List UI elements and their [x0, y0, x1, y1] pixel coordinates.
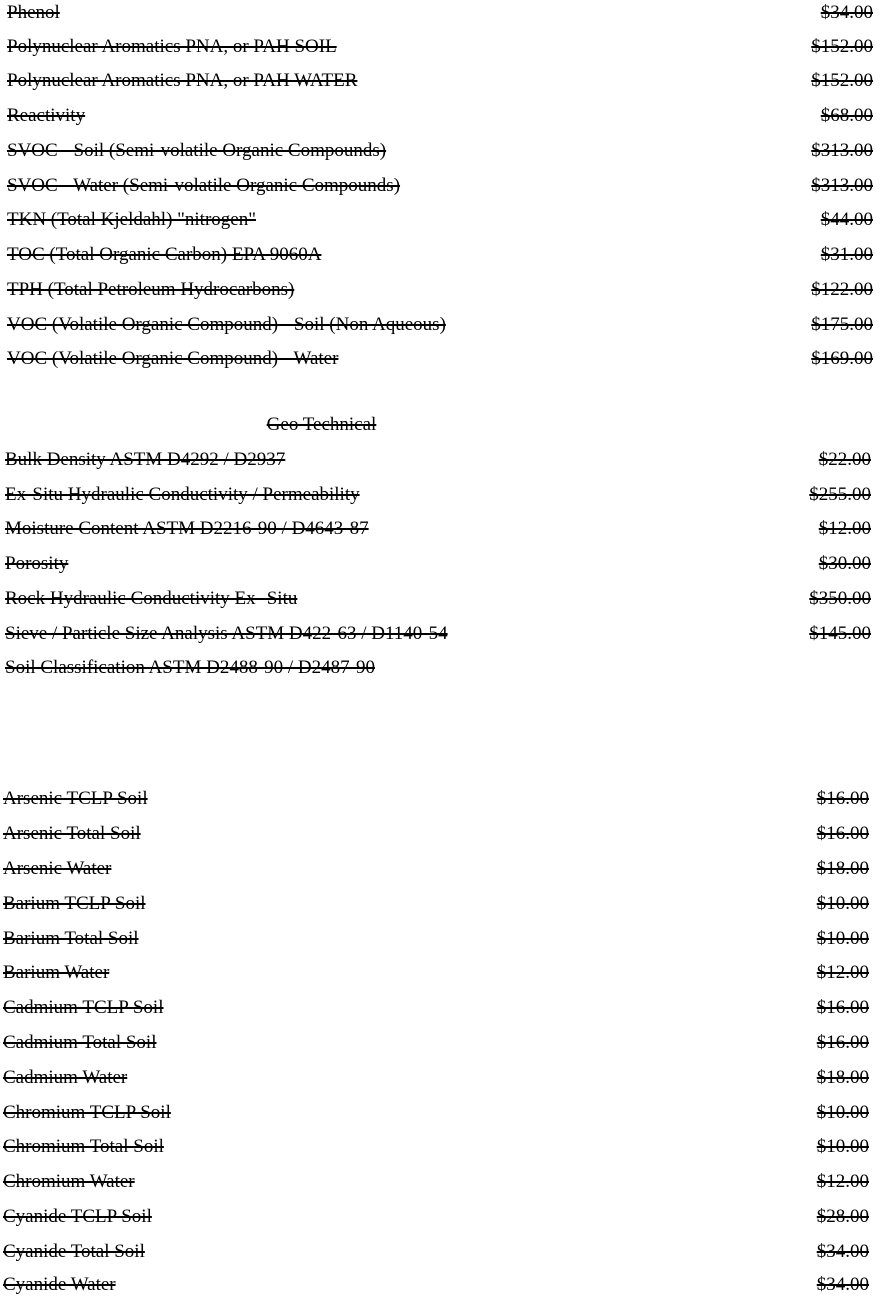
item-name: Cyanide TCLP Soil — [3, 1206, 152, 1227]
list-item — [7, 0, 873, 26]
item-name: Phenol — [7, 2, 60, 23]
item-price: $44.00 — [820, 209, 873, 230]
item-name: Reactivity — [7, 105, 86, 126]
item-price: $28.00 — [816, 1206, 869, 1227]
list-item — [7, 103, 873, 129]
item-name: Polynuclear Aromatics PNA, or PAH SOIL — [7, 36, 337, 57]
item-price: $22.00 — [818, 449, 871, 470]
item-name: Chromium TCLP Soil — [3, 1102, 171, 1123]
list-item — [5, 482, 871, 508]
list-item — [5, 447, 871, 473]
item-price: $12.00 — [818, 518, 871, 539]
item-price: $10.00 — [816, 893, 869, 914]
item-price: $152.00 — [811, 70, 873, 91]
item-price: $175.00 — [811, 314, 873, 335]
item-price: $16.00 — [816, 788, 869, 809]
list-item — [5, 621, 871, 647]
list-item — [3, 995, 869, 1021]
item-name: Arsenic Water — [3, 858, 112, 879]
item-name: VOC (Volatile Organic Compound) - Water — [7, 348, 339, 369]
item-price: $12.00 — [816, 1171, 869, 1192]
list-item — [5, 551, 871, 577]
list-item — [3, 1030, 869, 1056]
list-item — [3, 926, 869, 952]
list-item — [7, 277, 873, 303]
list-item — [5, 586, 871, 612]
item-name: Polynuclear Aromatics PNA, or PAH WATER — [7, 70, 358, 91]
item-name: Moisture Content ASTM D2216-90 / D4643-87 — [5, 518, 369, 539]
item-name: Arsenic Total Soil — [3, 823, 141, 844]
list-item — [3, 1169, 869, 1195]
item-price: $145.00 — [809, 623, 871, 644]
list-item — [3, 1065, 869, 1091]
item-price: $31.00 — [820, 244, 873, 265]
section-heading: Geo Technical — [266, 414, 377, 435]
item-name: Sieve / Particle Size Analysis ASTM D422-63 / D1140-54 — [5, 623, 448, 644]
item-price: $10.00 — [816, 1136, 869, 1157]
list-item — [3, 856, 869, 882]
item-price: $10.00 — [816, 1102, 869, 1123]
item-price: $68.00 — [820, 105, 873, 126]
item-name: Cadmium Water — [3, 1067, 128, 1088]
list-item — [7, 68, 873, 94]
list-item — [3, 1134, 869, 1160]
item-price: $18.00 — [816, 1067, 869, 1088]
list-item — [3, 1239, 869, 1265]
list-item — [3, 821, 869, 847]
item-name: Barium Total Soil — [3, 928, 139, 949]
item-price: $313.00 — [811, 140, 873, 161]
item-price: $350.00 — [809, 588, 871, 609]
item-price: $16.00 — [816, 823, 869, 844]
list-item — [7, 346, 873, 372]
item-name: Chromium Total Soil — [3, 1136, 164, 1157]
item-name: SVOC - Water (Semi-volatile Organic Compounds) — [7, 175, 401, 196]
item-name: Arsenic TCLP Soil — [3, 788, 148, 809]
item-price: $122.00 — [811, 279, 873, 300]
item-name: Porosity — [5, 553, 69, 574]
item-price: $12.00 — [816, 962, 869, 983]
list-item — [5, 655, 871, 681]
item-name: TPH (Total Petroleum Hydrocarbons) — [7, 279, 295, 300]
item-price: $34.00 — [816, 1241, 869, 1262]
list-item — [3, 786, 869, 812]
list-item — [3, 1272, 869, 1298]
list-item — [3, 1100, 869, 1126]
item-price: $30.00 — [818, 553, 871, 574]
list-item — [5, 516, 871, 542]
list-item — [3, 960, 869, 986]
item-price: $169.00 — [811, 348, 873, 369]
list-item — [7, 312, 873, 338]
list-item — [3, 891, 869, 917]
item-price: $16.00 — [816, 997, 869, 1018]
item-name: Bulk Density ASTM D4292 / D2937 — [5, 449, 286, 470]
item-name: Barium Water — [3, 962, 110, 983]
item-price: $16.00 — [816, 1032, 869, 1053]
item-name: Cadmium Total Soil — [3, 1032, 157, 1053]
item-name: Soil Classification ASTM D2488-90 / D2487-90 — [5, 657, 375, 678]
list-item — [7, 173, 873, 199]
item-name: Barium TCLP Soil — [3, 893, 146, 914]
item-price: $10.00 — [816, 928, 869, 949]
item-name: TKN (Total Kjeldahl) "nitrogen" — [7, 209, 256, 230]
list-item — [7, 242, 873, 268]
item-price: $18.00 — [816, 858, 869, 879]
item-name: Cadmium TCLP Soil — [3, 997, 164, 1018]
item-price: $313.00 — [811, 175, 873, 196]
item-price: $34.00 — [820, 2, 873, 23]
item-price: $152.00 — [811, 36, 873, 57]
list-item — [7, 138, 873, 164]
item-name: Cyanide Total Soil — [3, 1241, 145, 1262]
item-name: TOC (Total Organic Carbon) EPA 9060A — [7, 244, 322, 265]
item-name: Rock Hydraulic Conductivity Ex- Situ — [5, 588, 298, 609]
item-name: Cyanide Water — [3, 1274, 116, 1295]
item-name: VOC (Volatile Organic Compound) - Soil (Non Aqueous) — [7, 314, 446, 335]
list-item — [7, 207, 873, 233]
item-price: $34.00 — [816, 1274, 869, 1295]
item-name: SVOC - Soil (Semi-volatile Organic Compounds) — [7, 140, 387, 161]
item-price: $255.00 — [809, 484, 871, 505]
list-item — [3, 1204, 869, 1230]
list-item — [7, 34, 873, 60]
item-name: Chromium Water — [3, 1171, 135, 1192]
item-name: Ex-Situ Hydraulic Conductivity / Permeability — [5, 484, 360, 505]
